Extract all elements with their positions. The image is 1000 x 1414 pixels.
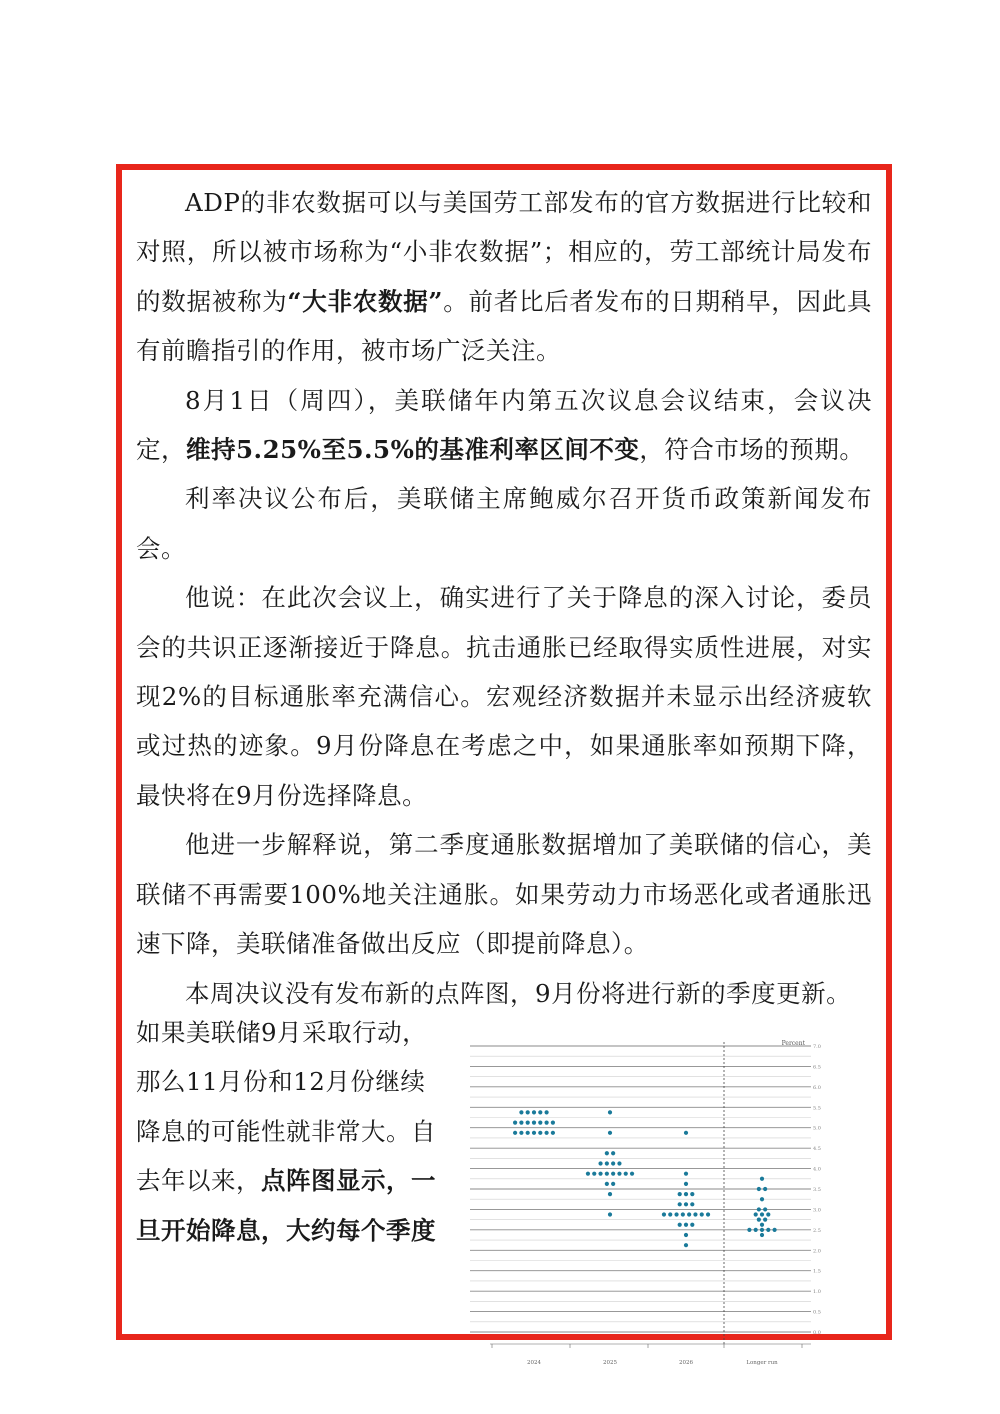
- dot-point: [605, 1161, 609, 1165]
- dot-point: [760, 1177, 764, 1181]
- y-tick-label: 4.5: [813, 1146, 821, 1153]
- dot-point: [684, 1131, 688, 1135]
- dot-point: [687, 1212, 691, 1216]
- paragraph-3: 利率决议公布后，美联储主席鲍威尔召开货币政策新闻发布会。: [136, 484, 872, 563]
- x-tick-label: 2024: [527, 1360, 541, 1366]
- dot-point: [617, 1161, 621, 1165]
- dot-point: [757, 1187, 761, 1191]
- dot-point: [690, 1202, 694, 1206]
- wrap-line-2: 那么11月份和12月份继续: [136, 1067, 426, 1097]
- dot-point: [624, 1172, 628, 1176]
- paragraph-5: 他进一步解释说，第二季度通胀数据增加了美联储的信心，美联储不再需要100%地关注通胀。如果劳动力市场恶化或者通胀迅速下降，美联储准备做出反应（即提前降息）。: [136, 830, 872, 959]
- p2-tail: ，符合市场的预期。: [639, 435, 865, 465]
- dot-point: [766, 1228, 770, 1232]
- dot-point: [760, 1228, 764, 1232]
- paragraph-1: [136, 178, 872, 376]
- dot-point: [598, 1161, 602, 1165]
- dot-point: [678, 1202, 682, 1206]
- dot-point: [760, 1223, 764, 1227]
- dot-point: [678, 1223, 682, 1227]
- wrap-line-3: 降息的可能性就非常大。自: [136, 1116, 436, 1146]
- dot-point: [532, 1121, 536, 1125]
- dot-point: [538, 1121, 542, 1125]
- paragraph-2: [136, 376, 872, 475]
- wrap-line-4: [136, 1156, 451, 1205]
- dot-point: [693, 1212, 697, 1216]
- dot-point: [754, 1228, 758, 1232]
- dot-point: [605, 1172, 609, 1176]
- dot-point: [662, 1212, 666, 1216]
- dot-point: [684, 1192, 688, 1196]
- dot-point: [690, 1192, 694, 1196]
- dot-point: [706, 1212, 710, 1216]
- dot-point: [690, 1223, 694, 1227]
- y-tick-label: 6.0: [813, 1084, 821, 1091]
- x-tick-label: 2026: [679, 1360, 693, 1366]
- dot-point: [757, 1207, 761, 1211]
- p2-head: 8月1日（周四），美联储年内第五次议息会议结束，会议决定，: [136, 385, 872, 465]
- p1-text: ADP的非农数据可以与美国劳工部发布的官方数据进行比较和对照，所以被市场称为“小非农数据”；相应的，劳工部统计局发布的数据被称为: [136, 188, 872, 316]
- dot-point: [551, 1131, 555, 1135]
- y-tick-label: 2.0: [813, 1248, 821, 1255]
- dot-point: [684, 1223, 688, 1227]
- y-tick-label: 5.0: [813, 1125, 821, 1132]
- dot-point: [617, 1172, 621, 1176]
- dot-point: [611, 1151, 615, 1155]
- dot-point: [526, 1131, 530, 1135]
- dot-point: [684, 1172, 688, 1176]
- dot-point: [545, 1110, 549, 1114]
- dot-point: [766, 1212, 770, 1216]
- wrap-line-4b: 点阵图显示，一: [261, 1166, 436, 1196]
- y-tick-label: 3.0: [813, 1207, 821, 1214]
- dot-point: [526, 1110, 530, 1114]
- y-tick-label: 1.0: [813, 1289, 821, 1296]
- dot-point: [684, 1233, 688, 1237]
- dot-point: [773, 1228, 777, 1232]
- dot-point: [532, 1131, 536, 1135]
- dot-point: [513, 1121, 517, 1125]
- dot-point: [586, 1172, 590, 1176]
- dot-point: [545, 1131, 549, 1135]
- dot-point: [538, 1131, 542, 1135]
- dot-point: [681, 1212, 685, 1216]
- dot-point: [605, 1182, 609, 1186]
- dot-point: [760, 1233, 764, 1237]
- y-tick-label: 7.0: [813, 1044, 821, 1050]
- y-tick-label: 4.0: [813, 1166, 821, 1173]
- dot-point: [608, 1110, 612, 1114]
- dot-point: [678, 1192, 682, 1196]
- dot-point: [598, 1172, 602, 1176]
- p1-bold: “大非农数据”: [287, 286, 444, 316]
- p1-tail: 。前者比后者发布的日期稍早，因此具有前瞻指引的作用，被市场广泛关注。: [136, 286, 873, 366]
- dot-point: [519, 1131, 523, 1135]
- article-body: [136, 178, 872, 1018]
- dot-point: [668, 1212, 672, 1216]
- dot-point: [545, 1121, 549, 1125]
- y-tick-label: 3.5: [813, 1187, 821, 1193]
- dot-point: [592, 1172, 596, 1176]
- dot-point: [760, 1197, 764, 1201]
- y-tick-label: 0.0: [813, 1330, 821, 1336]
- dot-point: [513, 1131, 517, 1135]
- dot-point: [611, 1182, 615, 1186]
- dot-point: [611, 1172, 615, 1176]
- dot-point: [608, 1212, 612, 1216]
- dot-point: [684, 1182, 688, 1186]
- y-tick-label: 0.5: [813, 1309, 821, 1316]
- dot-point: [611, 1161, 615, 1165]
- x-tick-label: 2025: [603, 1360, 617, 1366]
- y-tick-label: 6.5: [813, 1064, 821, 1071]
- x-tick-label: Longer run: [746, 1360, 778, 1366]
- y-tick-label: 5.5: [813, 1105, 821, 1112]
- paragraph-6: 本周决议没有发布新的点阵图，9月份将进行新的季度更新。: [185, 978, 852, 1008]
- p2-bold: 维持5.25%至5.5%的基准利率区间不变: [186, 435, 640, 465]
- dot-point: [754, 1212, 758, 1216]
- dot-point: [760, 1212, 764, 1216]
- dot-point: [608, 1131, 612, 1135]
- y-tick-label: 1.5: [813, 1268, 821, 1275]
- wrapped-text: [136, 1008, 451, 1255]
- dot-point: [757, 1218, 761, 1222]
- dot-plot-svg: [464, 1034, 824, 1374]
- dot-point: [519, 1121, 523, 1125]
- dot-point: [684, 1202, 688, 1206]
- dot-point: [763, 1207, 767, 1211]
- dot-point: [763, 1187, 767, 1191]
- paragraph-4: 他说：在此次会议上，确实进行了关于降息的深入讨论，委员会的共识正逐渐接近于降息。抗击通胀已经取得实质性进展，对实现2%的目标通胀率充满信心。宏观经济数据并未显示出经济疲软或过热的迹象。9月份降息在考虑之中，如果通胀率如预期下降，最快将在9月份选择降息。: [136, 583, 872, 810]
- dot-plot-chart: [464, 1034, 824, 1374]
- wrap-line-5: 旦开始降息，大约每个季度: [136, 1215, 436, 1245]
- wrap-line-4a: 去年以来，: [136, 1166, 261, 1196]
- dot-point: [526, 1121, 530, 1125]
- dot-point: [608, 1192, 612, 1196]
- dot-point: [630, 1172, 634, 1176]
- dot-point: [763, 1218, 767, 1222]
- dot-point: [747, 1228, 751, 1232]
- wrap-line-1: 如果美联储9月采取行动，: [136, 1018, 428, 1047]
- y-tick-label: 2.5: [813, 1227, 821, 1234]
- dot-point: [684, 1243, 688, 1247]
- dot-point: [519, 1110, 523, 1114]
- dot-point: [605, 1151, 609, 1155]
- dot-point: [551, 1121, 555, 1125]
- y-axis-label: Percent: [781, 1040, 805, 1047]
- dot-point: [532, 1110, 536, 1114]
- dot-point: [538, 1110, 542, 1114]
- dot-point: [700, 1212, 704, 1216]
- dot-point: [674, 1212, 678, 1216]
